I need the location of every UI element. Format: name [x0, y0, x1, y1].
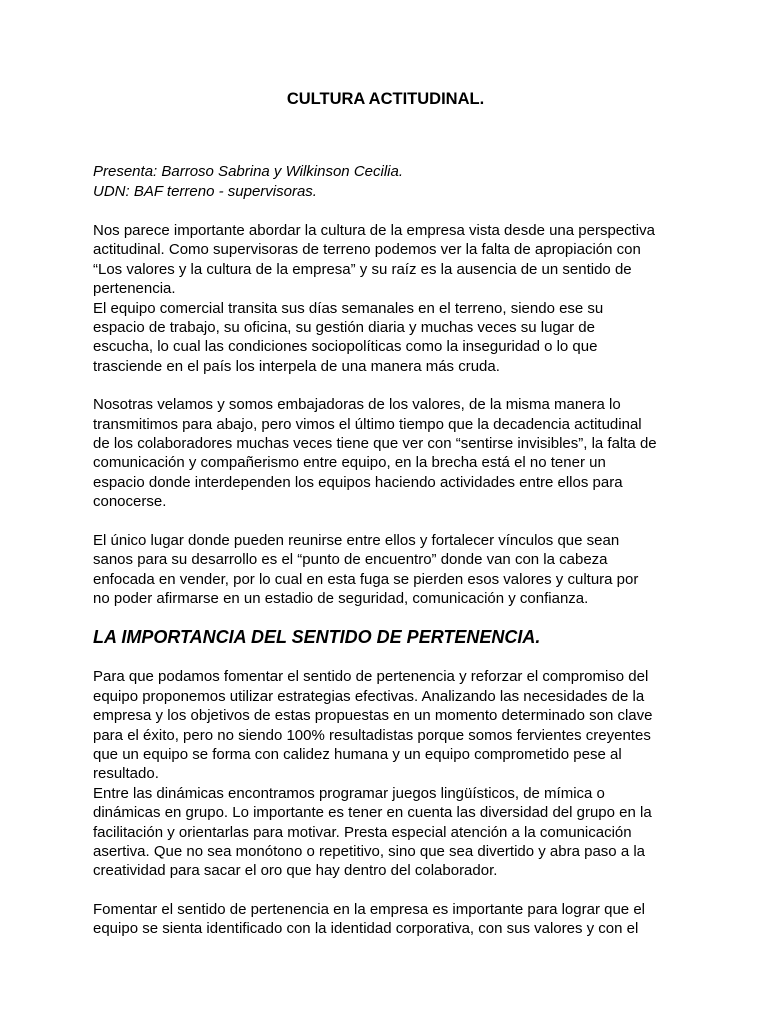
document-title: CULTURA ACTITUDINAL. [286, 90, 485, 108]
paragraph-unico-lugar: El único lugar donde pueden reunirse entre ellos y fortalecer vínculos que sean sanos para su desarrollo es el “punto de encuentro” donde van con la cabeza enfocada en vender, por lo cual en esta fuga se pierden esos valores y cultura por no poder afirmarse en un estadio de seguridad, comunicación y confianza. [93, 531, 639, 607]
paragraph-identidad-corporativa: Fomentar el sentido de pertenencia en la empresa es importante para lograr que el equipo se sienta identificado con la identidad corporativa, con sus valores y con el [93, 900, 645, 938]
paragraph-embajadoras: Nosotras velamos y somos embajadoras de los valores, de la misma manera lo transmitimos para abajo, pero vimos el último tiempo que la decadencia actitudinal de los colaboradores muchas veces tiene que ver con “sentirse invisibles”, la falta de comunicación y compañerismo entre equipo, en la brecha está el no tener un espacio donde interdependen los equipos haciendo actividades entre ellos para conocerse. [93, 396, 657, 511]
paragraph-dinamicas: Entre las dinámicas encontramos programar juegos lingüísticos, de mímica o dinámicas en grupo. Lo importante es tener en cuenta las diversidad del grupo en la facilitación y orientarlas para motivar. Presta especial atención a la comunicación asertiva. Que no sea monótono o repetitivo, sino que sea divertido y abra paso a la creatividad para sacar el oro que hay dentro del colaborador. [93, 784, 652, 880]
section-heading: LA IMPORTANCIA DEL SENTIDO DE PERTENENCIA. [93, 627, 541, 648]
document-meta [93, 162, 678, 201]
paragraph-intro: Nos parece importante abordar la cultura de la empresa vista desde una perspectiva actitudinal. Como supervisoras de terreno podemos ver la falta de apropiación con “Los valores y la cultura de la empresa” y su raíz es la ausencia de un sentido de pertenencia. [93, 222, 655, 298]
paragraph-equipo-comercial: El equipo comercial transita sus días semanales en el terreno, siendo ese su espacio de trabajo, su oficina, su gestión diaria y muchas veces su lugar de escucha, lo cual las condiciones sociopolíticas como la inseguridad o lo que trasciende en el país los interpela de una manera más cruda. [93, 299, 604, 375]
udn-line: UDN: BAF terreno - supervisoras. [93, 182, 317, 200]
presenters-line: Presenta: Barroso Sabrina y Wilkinson Cecilia. [93, 163, 403, 180]
paragraph-fomentar-compromiso: Para que podamos fomentar el sentido de pertenencia y reforzar el compromiso del equipo proponemos utilizar estrategias efectivas. Analizando las necesidades de la empresa y los objetivos de estas propuestas en un momento determinado son clave para el éxito, pero no siendo 100% resultadistas porque somos fervientes creyentes que un equipo se forma con calidez humana y un equipo comprometido pese al resultado. [93, 668, 653, 783]
